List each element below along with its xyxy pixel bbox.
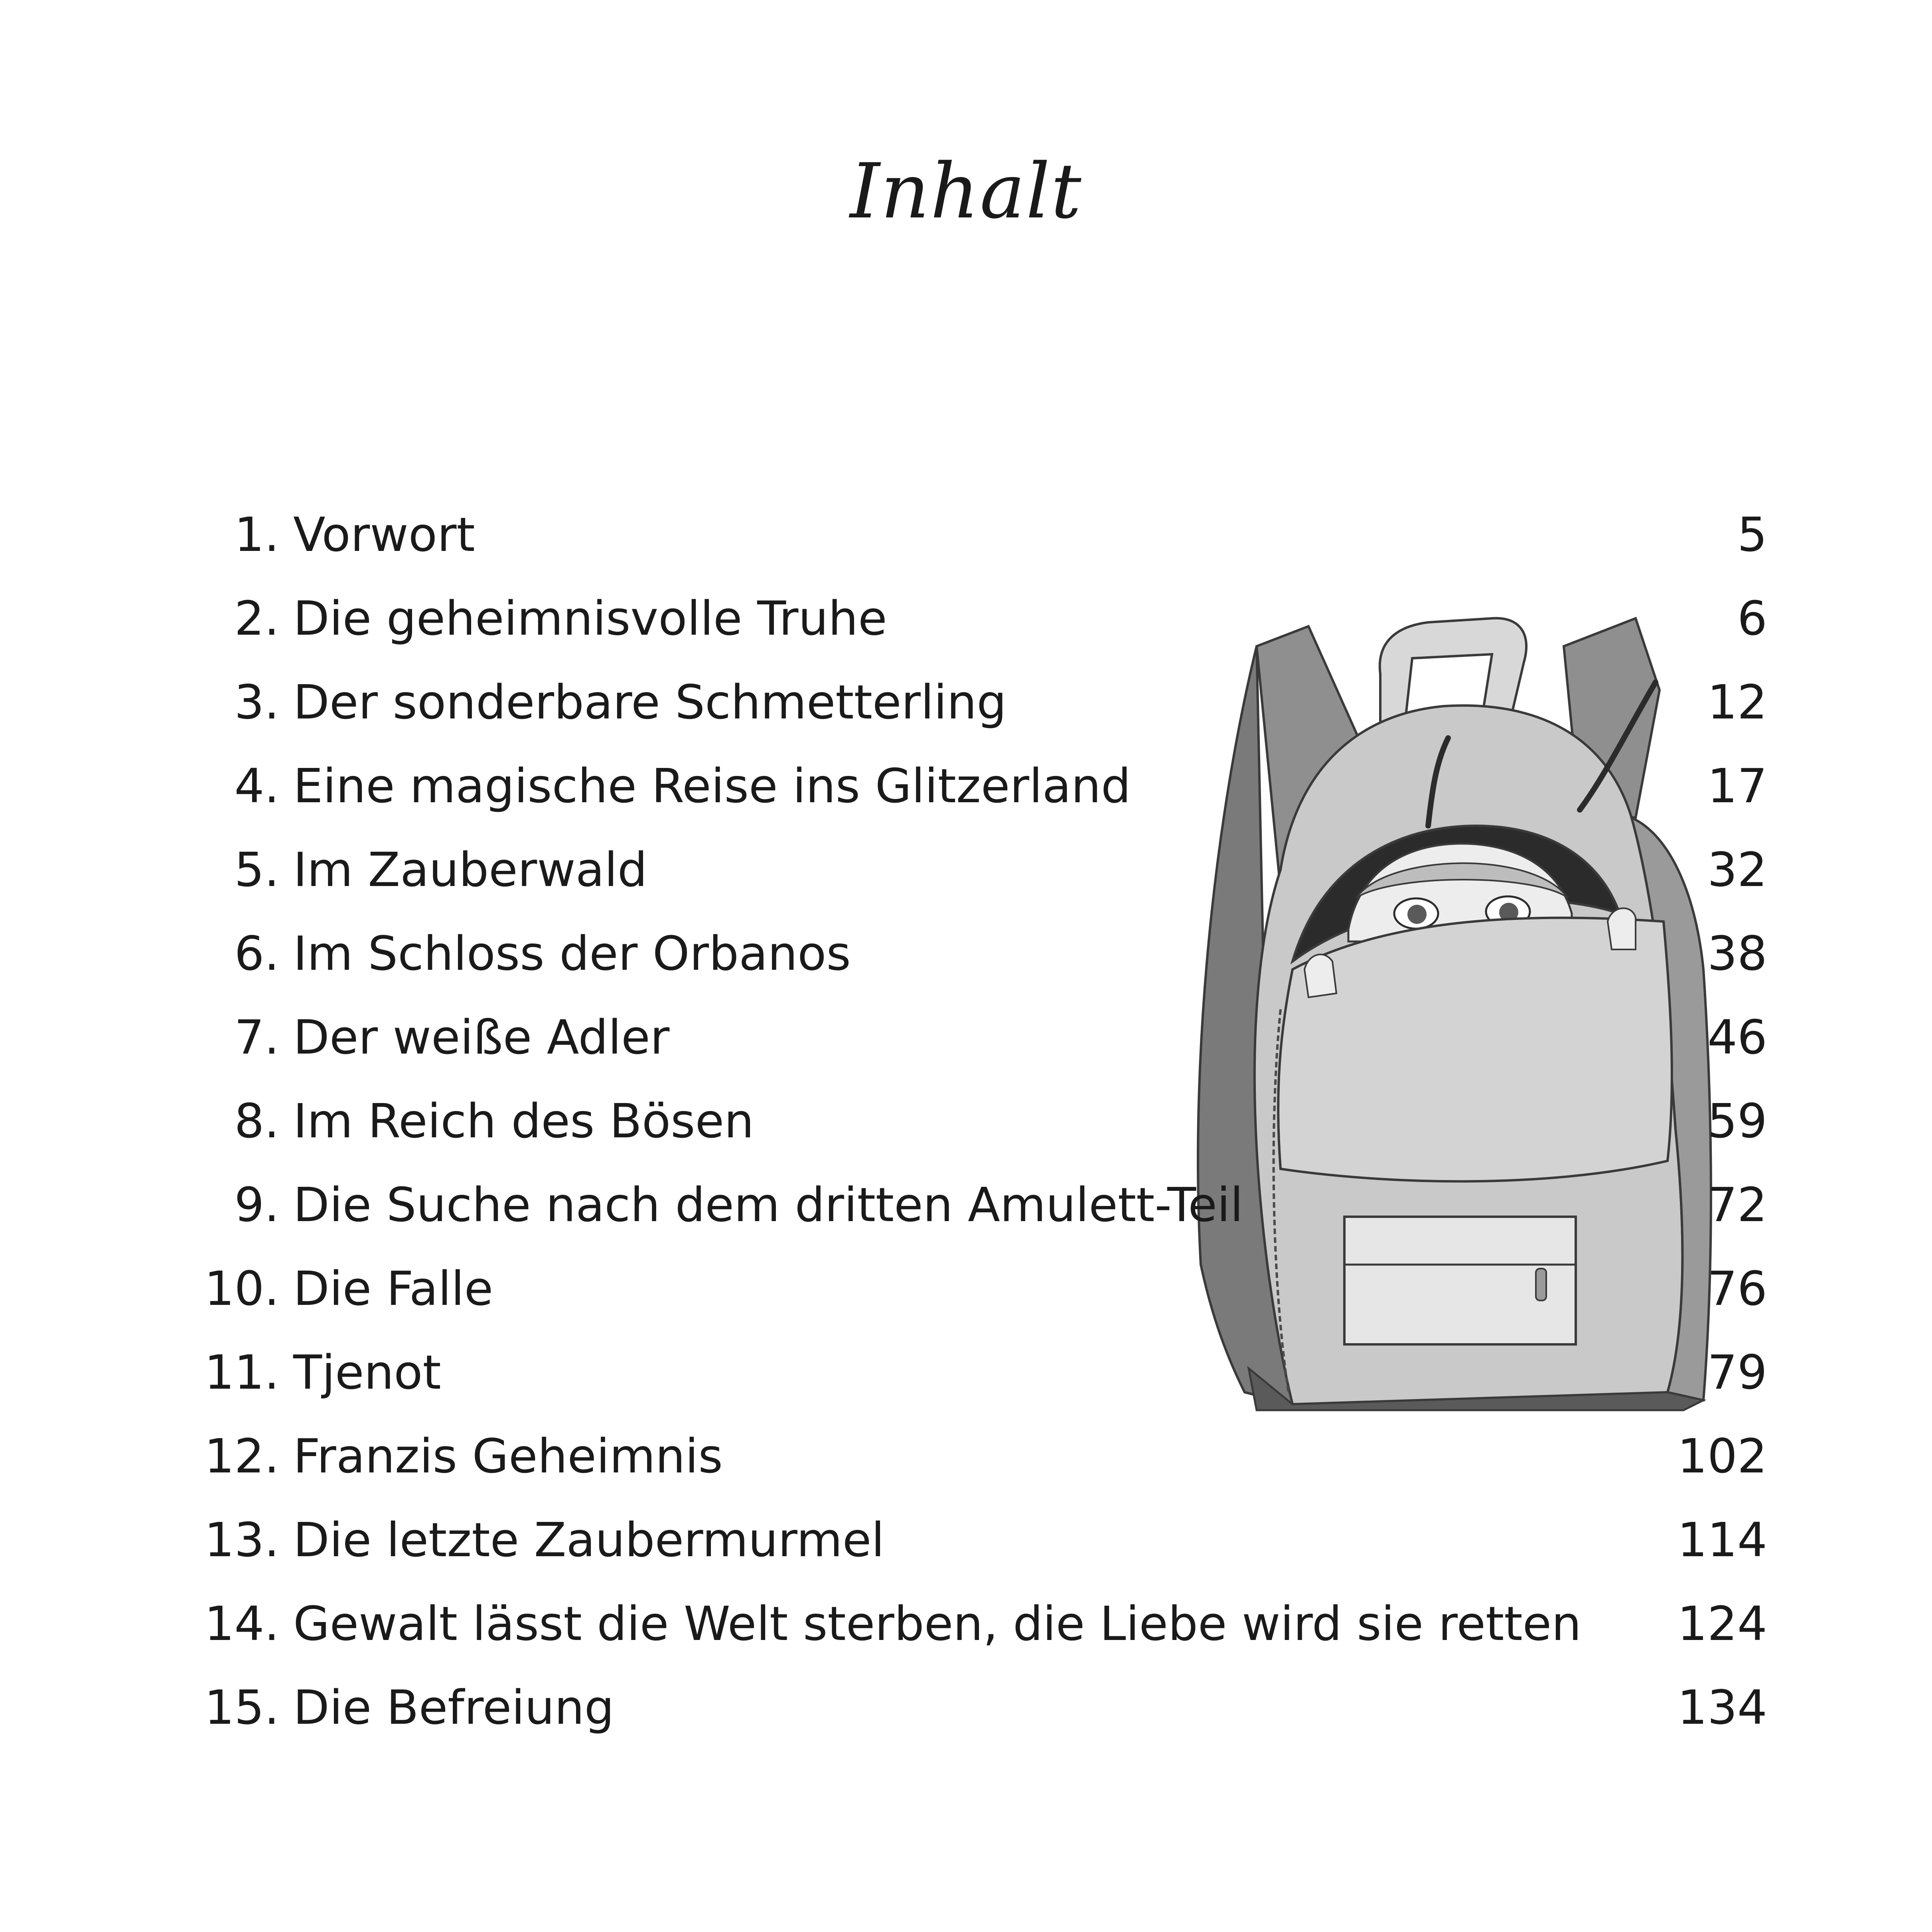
toc-entry-page: 124 bbox=[1677, 1596, 1767, 1651]
table-of-contents bbox=[0, 493, 1932, 1749]
toc-entry[interactable] bbox=[0, 1666, 1932, 1749]
toc-entry-page: 76 bbox=[1707, 1261, 1767, 1316]
toc-entry-page: 79 bbox=[1707, 1345, 1767, 1400]
toc-entry-page: 5 bbox=[1737, 507, 1767, 562]
toc-entry-number: 1. bbox=[234, 507, 279, 562]
toc-entry[interactable] bbox=[0, 576, 1932, 660]
toc-entry-title: Der weiße Adler bbox=[293, 1010, 670, 1065]
toc-entry[interactable] bbox=[0, 1079, 1932, 1163]
toc-entry[interactable] bbox=[0, 828, 1932, 912]
toc-entry-page: 114 bbox=[1677, 1512, 1767, 1567]
toc-entry[interactable] bbox=[0, 744, 1932, 828]
toc-entry-title: Tjenot bbox=[293, 1345, 441, 1400]
toc-entry-title: Die geheimnisvolle Truhe bbox=[293, 591, 887, 646]
toc-entry-number: 7. bbox=[234, 1010, 279, 1065]
toc-entry[interactable] bbox=[0, 1247, 1932, 1330]
toc-entry-page: 32 bbox=[1707, 842, 1767, 897]
toc-entry-title: Gewalt lässt die Welt sterben, die Liebe wird sie retten bbox=[293, 1596, 1581, 1651]
toc-entry-number: 2. bbox=[234, 591, 279, 646]
toc-entry-number: 14. bbox=[204, 1596, 279, 1651]
toc-entry-page: 102 bbox=[1677, 1429, 1767, 1484]
toc-entry-page: 12 bbox=[1707, 675, 1767, 730]
toc-entry-title: Im Schloss der Orbanos bbox=[293, 926, 851, 981]
toc-entry-page: 46 bbox=[1707, 1010, 1767, 1065]
toc-entry-title: Im Reich des Bösen bbox=[293, 1093, 754, 1149]
toc-entry[interactable] bbox=[0, 660, 1932, 744]
toc-entry-number: 5. bbox=[234, 842, 279, 897]
toc-entry-number: 8. bbox=[234, 1093, 279, 1149]
toc-entry-number: 9. bbox=[234, 1177, 279, 1232]
toc-entry-number: 13. bbox=[204, 1512, 279, 1567]
toc-entry-page: 134 bbox=[1677, 1680, 1767, 1735]
toc-entry-page: 59 bbox=[1707, 1093, 1767, 1149]
toc-entry-number: 3. bbox=[234, 675, 279, 730]
toc-entry-title: Eine magische Reise ins Glitzerland bbox=[293, 758, 1131, 813]
toc-entry[interactable] bbox=[0, 1330, 1932, 1414]
toc-entry-title: Franzis Geheimnis bbox=[293, 1429, 723, 1484]
toc-entry-title: Die Suche nach dem dritten Amulett-Teil bbox=[293, 1177, 1243, 1232]
toc-entry[interactable] bbox=[0, 995, 1932, 1079]
toc-entry[interactable] bbox=[0, 493, 1932, 576]
toc-entry-page: 17 bbox=[1707, 758, 1767, 813]
toc-entry-number: 4. bbox=[234, 758, 279, 813]
toc-entry[interactable] bbox=[0, 1582, 1932, 1666]
toc-entry-title: Im Zauberwald bbox=[293, 842, 647, 897]
toc-entry-page: 72 bbox=[1707, 1177, 1767, 1232]
toc-entry[interactable] bbox=[0, 912, 1932, 995]
toc-entry-title: Vorwort bbox=[293, 507, 475, 562]
page-title: Inhalt bbox=[850, 147, 1082, 235]
toc-entry-title: Der sonderbare Schmetterling bbox=[293, 675, 1007, 730]
toc-entry-number: 11. bbox=[204, 1345, 279, 1400]
toc-entry-number: 10. bbox=[204, 1261, 279, 1316]
toc-entry-number: 15. bbox=[204, 1680, 279, 1735]
toc-entry[interactable] bbox=[0, 1498, 1932, 1582]
toc-entry-title: Die letzte Zaubermurmel bbox=[293, 1512, 885, 1567]
toc-entry[interactable] bbox=[0, 1163, 1932, 1247]
toc-entry-page: 6 bbox=[1737, 591, 1767, 646]
toc-entry-number: 12. bbox=[204, 1429, 279, 1484]
toc-entry-number: 6. bbox=[234, 926, 279, 981]
toc-entry-page: 38 bbox=[1707, 926, 1767, 981]
toc-entry[interactable] bbox=[0, 1414, 1932, 1498]
toc-entry-title: Die Falle bbox=[293, 1261, 493, 1316]
toc-entry-title: Die Befreiung bbox=[293, 1680, 614, 1735]
